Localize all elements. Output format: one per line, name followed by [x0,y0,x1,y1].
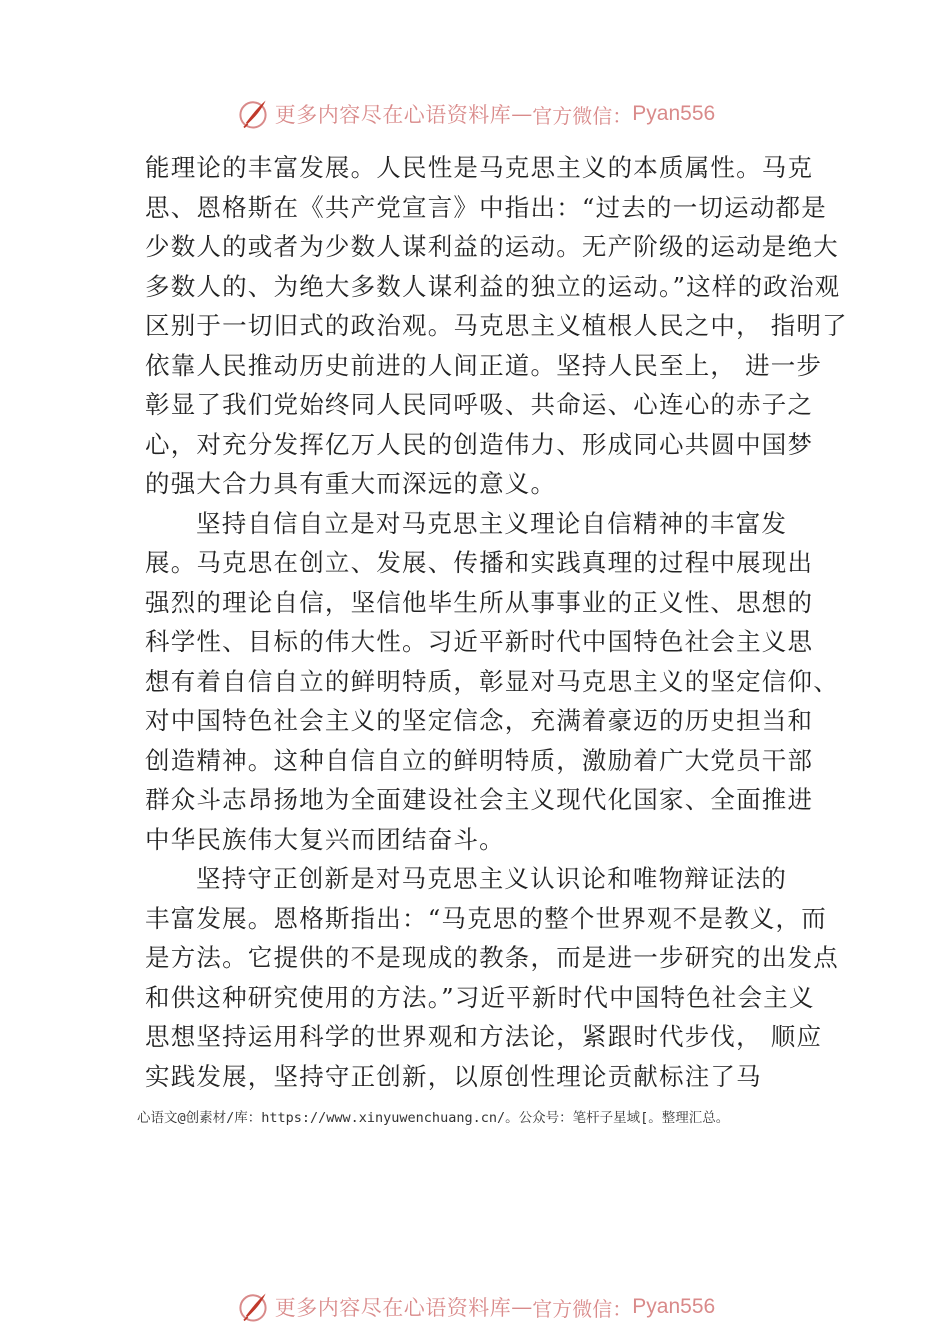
text-line: 心，对充分发挥亿万人民的创造伟力、形成同心共圆中国梦 [145,429,814,459]
text-line: 的强大合力具有重大而深远的意义。 [145,469,557,498]
text-line: 依靠人民推动历史前进的人间正道。坚持人民至上， 进一步 [145,350,823,380]
text-line: 丰富发展。恩格斯指出：“马克思的整个世界观不是教义，而 [145,903,827,933]
document-body [145,148,848,1096]
text-line: 区别于一切旧式的政治观。马克思主义植根人民之中， 指明了 [145,311,848,340]
footer-banner [0,1285,950,1329]
banner-wechat-id: Pyan556 [632,1295,716,1318]
quill-pen-logo-icon [235,1289,271,1325]
text-line: 思、恩格斯在《共产党宣言》中指出：“过去的一切运动都是 [145,192,827,222]
banner-wechat-label: 官方微信： [532,103,633,128]
paragraph-first-line: 坚持自信自立是对马克思主义理论自信精神的丰富发 [196,508,788,538]
text-line: 科学性、目标的伟大性。习近平新时代中国特色社会主义思 [145,627,814,656]
quill-pen-logo-icon [235,96,271,132]
banner-separator: — [511,102,533,126]
text-line: 彰显了我们党始终同人民同呼吸、共命运、心连心的赤子之 [145,390,814,419]
source-footer-note: 心语文@创素材/库：https://www.xinyuwenchuang.cn/。公众号：笔杆子星域[。整理汇总。 [137,1110,730,1126]
text-line: 中华民族伟大复兴而团结奋斗。 [145,824,505,854]
banner-title: 更多内容尽在心语资料库 [274,1296,512,1320]
text-line: 能理论的丰富发展。人民性是马克思主义的本质属性。马克 [145,153,814,182]
header-banner [0,92,950,136]
text-line: 创造精神。这种自信自立的鲜明特质，激励着广大党员干部 [145,745,814,775]
text-line: 强烈的理论自信，坚信他毕生所从事事业的正义性、思想的 [145,587,814,617]
text-line: 想有着自信自立的鲜明特质，彰显对马克思主义的坚定信仰、 [145,666,839,696]
text-line: 多数人的、为绝大多数人谋利益的独立的运动。”这样的政治观 [145,271,841,301]
text-line: 实践发展，坚持守正创新，以原创性理论贡献标注了马 [145,1061,762,1091]
banner-wechat-id: Pyan556 [632,102,716,125]
text-line: 展。马克思在创立、发展、传播和实践真理的过程中展现出 [145,548,814,577]
text-line: 是方法。它提供的不是现成的教条，而是进一步研究的出发点 [145,943,839,972]
paragraph-first-line: 坚持守正创新是对马克思主义认识论和唯物辩证法的 [196,864,788,893]
banner-separator: — [511,1295,533,1319]
text-line: 群众斗志昂扬地为全面建设社会主义现代化国家、全面推进 [145,785,814,814]
text-line: 思想坚持运用科学的世界观和方法论，紧跟时代步伐， 顺应 [145,1022,823,1051]
text-line: 和供这种研究使用的方法。”习近平新时代中国特色社会主义 [145,982,815,1012]
text-line: 少数人的或者为少数人谋利益的运动。无产阶级的运动是绝大 [145,232,839,261]
banner-wechat-label: 官方微信： [532,1296,633,1321]
text-line: 对中国特色社会主义的坚定信念，充满着豪迈的历史担当和 [145,706,814,735]
banner-title: 更多内容尽在心语资料库 [274,103,512,127]
